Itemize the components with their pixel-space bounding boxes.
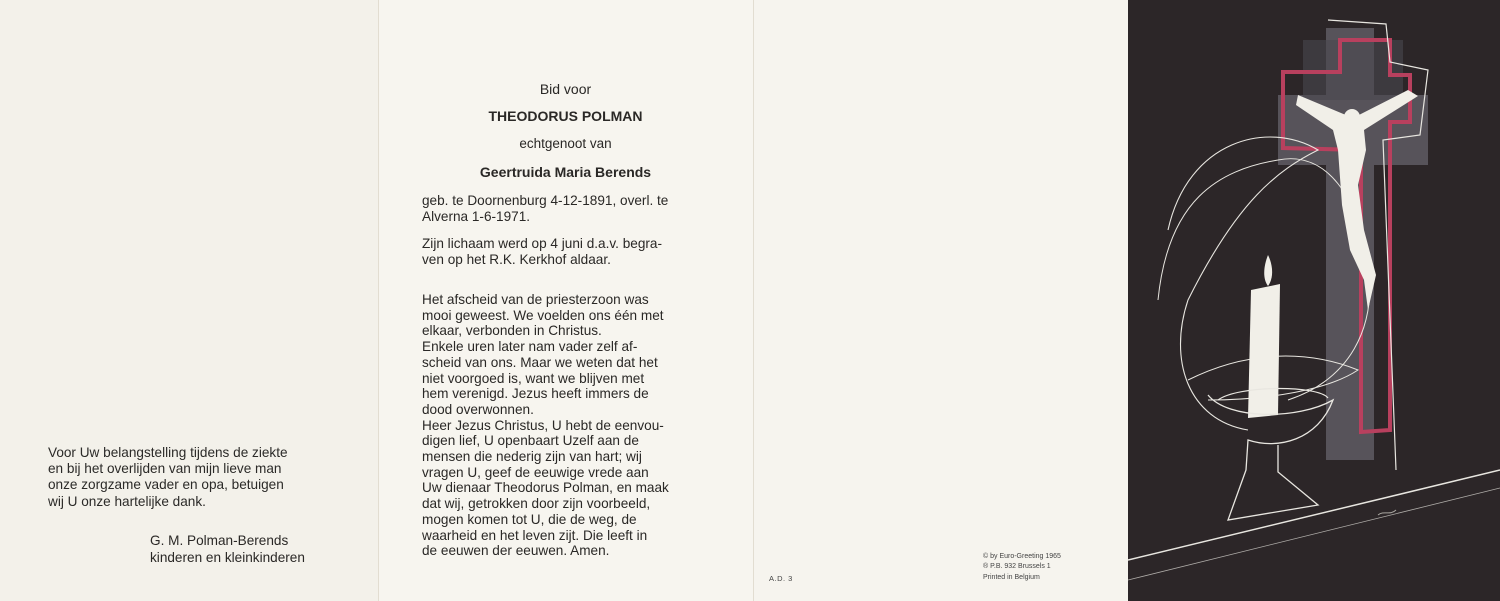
- copyright-notice: [983, 552, 1061, 583]
- fold-line: [753, 0, 754, 601]
- text-line: ven op het R.K. Kerkhof aldaar.: [422, 251, 611, 267]
- text-line: Heer Jezus Christus, U hebt de eenvou-: [422, 417, 664, 433]
- candle: [1248, 284, 1280, 418]
- birth-death-text: [422, 193, 710, 224]
- corpus-head: [1344, 109, 1360, 125]
- memorial-panel: [378, 0, 753, 601]
- text-line: hem verenigd. Jezus heeft immers de: [422, 386, 649, 402]
- left-panel: [0, 0, 378, 601]
- text-line: digen lief, U openbaart Uzelf aan de: [422, 433, 639, 449]
- text-line: geb. te Doornenburg 4-12-1891, overl. te: [422, 193, 669, 208]
- signature: [150, 533, 305, 566]
- text-line: Enkele uren later nam vader zelf af-: [422, 339, 638, 355]
- text-line: dood overwonnen.: [422, 401, 534, 417]
- back-panel: [753, 0, 1128, 601]
- text-line: niet voorgoed is, want we blijven met: [422, 370, 645, 386]
- crucifix-candle-illustration: [1128, 0, 1500, 601]
- text-line: vragen U, geef de eeuwige vrede aan: [422, 464, 649, 480]
- thanks-line: Voor Uw belangstelling tijdens de ziekte: [48, 445, 288, 460]
- copyright-line: ® P.B. 932 Brussels 1: [983, 563, 1051, 571]
- spouse-name: Geertruida Maria Berends: [479, 164, 652, 180]
- relation-text: echtgenoot van: [519, 136, 612, 151]
- text-line: mooi geweest. We voelden ons één met: [422, 307, 664, 323]
- text-line: Alverna 1-6-1971.: [422, 208, 531, 224]
- copyright-line: © by Euro-Greeting 1965: [983, 553, 1061, 560]
- thanks-line: wij U onze hartelijke dank.: [48, 493, 206, 509]
- intro-text: Bid voor: [539, 81, 592, 97]
- text-line: de eeuwen der eeuwen. Amen.: [422, 543, 610, 559]
- fold-line: [378, 0, 379, 601]
- text-line: scheid van ons. Maar we weten dat het: [422, 354, 658, 370]
- text-line: mogen komen tot U, die de weg, de: [422, 511, 637, 527]
- text-line: waarheid en het leven zijt. Die leeft in: [422, 527, 648, 543]
- deceased-name: THEODORUS POLMAN: [488, 108, 643, 124]
- card-code: A.D. 3: [769, 574, 793, 583]
- signature-line: G. M. Polman-Berends: [150, 533, 289, 548]
- copyright-line: Printed in Belgium: [983, 573, 1040, 581]
- text-line: Het afscheid van de priesterzoon was: [422, 292, 649, 307]
- text-line: Uw dienaar Theodorus Polman, en maak: [422, 480, 669, 496]
- text-line: Zijn lichaam werd op 4 juni d.a.v. begra-: [422, 236, 663, 251]
- thanks-line: onze zorgzame vader en opa, betuigen: [48, 477, 284, 493]
- text-line: mensen die nederig zijn van hart; wij: [422, 449, 642, 465]
- burial-text: [422, 236, 710, 267]
- thanks-line: en bij het overlijden van mijn lieve man: [48, 461, 282, 477]
- thanks-text: [48, 445, 338, 510]
- prayer-text: [422, 292, 710, 559]
- signature-line: kinderen en kleinkinderen: [150, 549, 305, 565]
- text-line: elkaar, verbonden in Christus.: [422, 323, 602, 339]
- text-line: dat wij, getrokken door zijn voorbeeld,: [422, 496, 651, 512]
- artwork-panel: [1128, 0, 1500, 601]
